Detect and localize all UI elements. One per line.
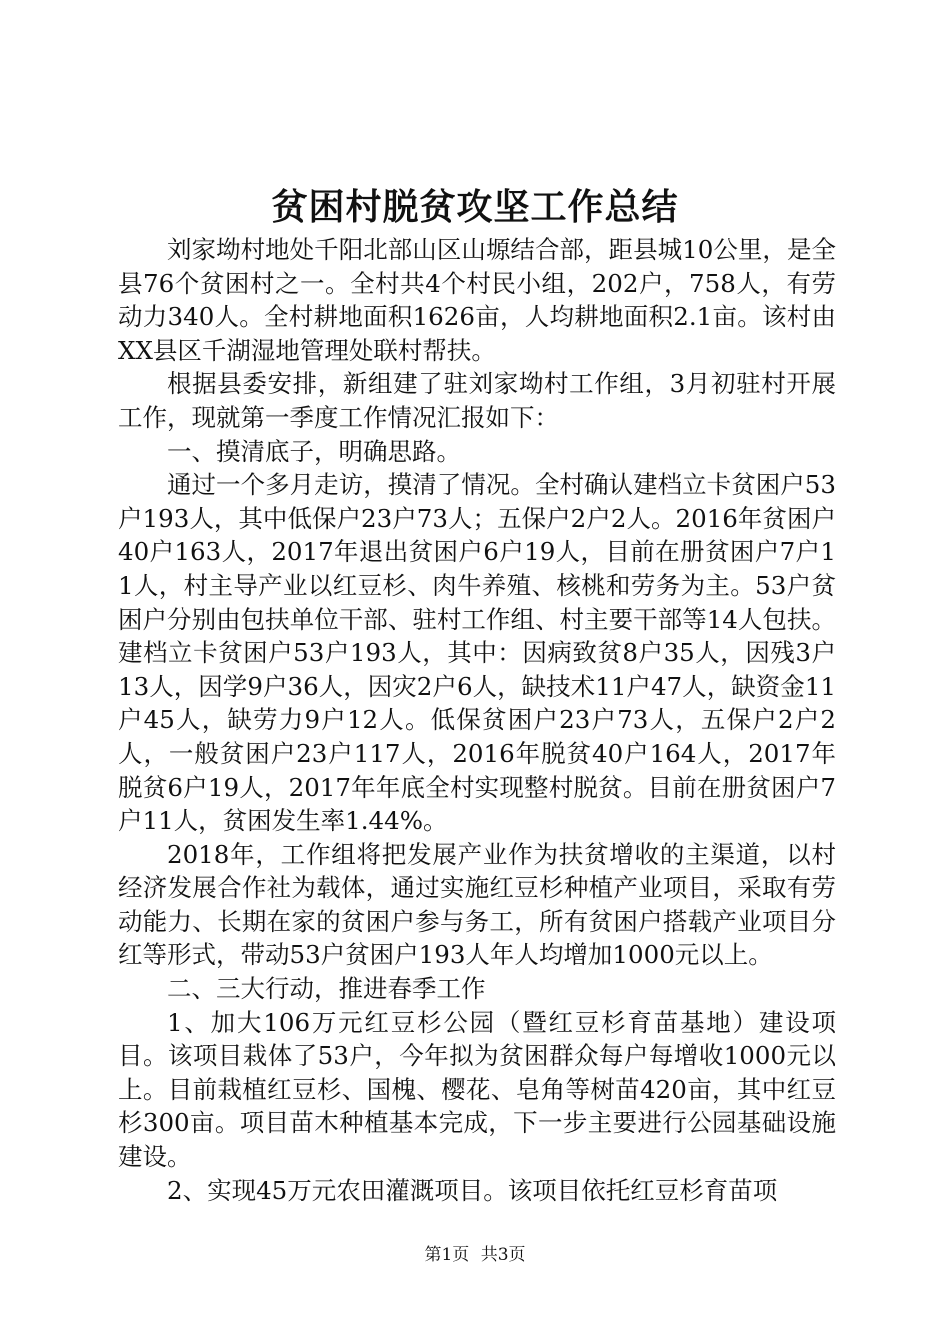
paragraph-project-1: 1、加大106万元红豆杉公园（暨红豆杉育苗基地）建设项目。该项目栽体了53户，今年拟为贫困群众每户每增收1000元以上。目前栽植红豆杉、国槐、樱花、皂角等树苗420亩，其中红豆杉300亩。项目苗木种植基本完成，下一步主要进行公园基础设施建设。 [118, 1007, 836, 1172]
paragraph-intro: 刘家坳村地处千阳北部山区山塬结合部，距县城10公里，是全县76个贫困村之一。全村共4个村民小组，202户，758人，有劳动力340人。全村耕地面积1626亩，人均耕地面积2.1亩。该村由XX县区千湖湿地管理处联村帮扶。 [118, 235, 836, 365]
paragraph-project-2: 2、实现45万元农田灌溉项目。该项目依托红豆杉育苗项 [167, 1175, 778, 1205]
paragraph-arrangement: 根据县委安排，新组建了驻刘家坳村工作组，3月初驻村开展工作，现就第一季度工作情况汇报如下： [118, 369, 836, 432]
page-total: 共3页 [480, 1245, 526, 1265]
paragraph-plan-2018: 2018年，工作组将把发展产业作为扶贫增收的主渠道，以村经济发展合作社为载体，通过实施红豆杉种植产业项目，采取有劳动能力、长期在家的贫困户参与务工，所有贫困户搭载产业项目分红等形式，带动53户贫困户193人年人均增加1000元以上。 [118, 839, 836, 970]
paragraph-survey: 通过一个多月走访，摸清了情况。全村确认建档立卡贫困户53户193人，其中低保户23户73人；五保户2户2人。2016年贫困户40户163人，2017年退出贫困户6户19人，目前在册贫困户7户11人，村主导产业以红豆杉、肉牛养殖、核桃和劳务为主。53户贫困户分别由包扶单位干部、驻村工作组、村主要干部等14人包扶。建档立卡贫困户53户193人，其中：因病致贫8户35人，因残3户13人，因学9户36人，因灾2户6人，缺技术11户47人，缺资金11户45人，缺劳力9户12人。低保贫困户23户73人，五保户2户2人，一般贫困户23户117人，2016年脱贫40户164人，2017年脱贫6户19人，2017年年底全村实现整村脱贫。目前在册贫困户7户11人，贫困发生率1.44%。 [118, 470, 836, 836]
section-heading-1: 一、摸清底子，明确思路。 [167, 436, 461, 466]
page-number: 第1页 [424, 1245, 470, 1265]
page-footer [0, 1243, 950, 1267]
section-heading-2: 二、三大行动，推进春季工作 [167, 974, 486, 1004]
document-title: 贫困村脱贫攻坚工作总结 [271, 187, 679, 228]
document-body [118, 233, 836, 1207]
